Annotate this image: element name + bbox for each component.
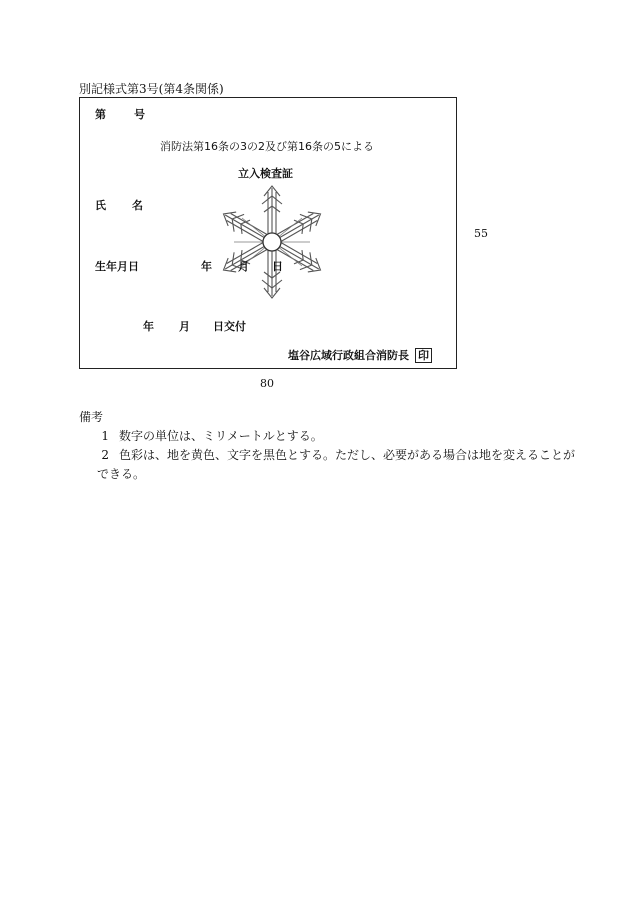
note-number: 2: [101, 448, 109, 462]
issue-year-label: 年: [143, 320, 154, 333]
note-continuation: できる。: [97, 467, 146, 481]
inspection-certificate-card: [79, 97, 457, 369]
law-reference: 消防法第16条の3の2及び第16条の5による: [160, 140, 374, 153]
height-dimension: 55: [474, 227, 488, 240]
number-label-prefix: 第: [95, 108, 106, 121]
note-item: [79, 427, 575, 446]
issuer-name: 塩谷広域行政組合消防長: [288, 349, 409, 362]
form-heading: 別記様式第3号(第4条関係): [79, 82, 224, 96]
birth-day-label: 日: [272, 260, 283, 273]
number-label-suffix: 号: [134, 108, 145, 121]
fire-department-emblem-icon: [212, 182, 332, 302]
issuer-line: [288, 347, 432, 363]
birth-year-label: 年: [201, 260, 212, 273]
certificate-title: 立入検査証: [238, 167, 293, 180]
note-number: 1: [101, 429, 109, 443]
width-dimension: 80: [260, 377, 274, 390]
issue-month-label: 月: [179, 320, 190, 333]
notes-section: [79, 408, 575, 484]
note-item: [79, 446, 575, 465]
seal-mark: 印: [415, 348, 432, 363]
birthdate-label: 生年月日: [95, 260, 139, 273]
name-label-suffix: 名: [132, 199, 143, 212]
birth-month-label: 月: [238, 260, 249, 273]
note-text: 色彩は、地を黄色、文字を黒色とする。ただし、必要がある場合は地を変えることが: [119, 448, 576, 462]
issue-day-label: 日交付: [213, 320, 246, 333]
note-text: 数字の単位は、ミリメートルとする。: [119, 429, 323, 443]
notes-title: 備考: [79, 410, 104, 424]
name-label-prefix: 氏: [95, 199, 106, 212]
